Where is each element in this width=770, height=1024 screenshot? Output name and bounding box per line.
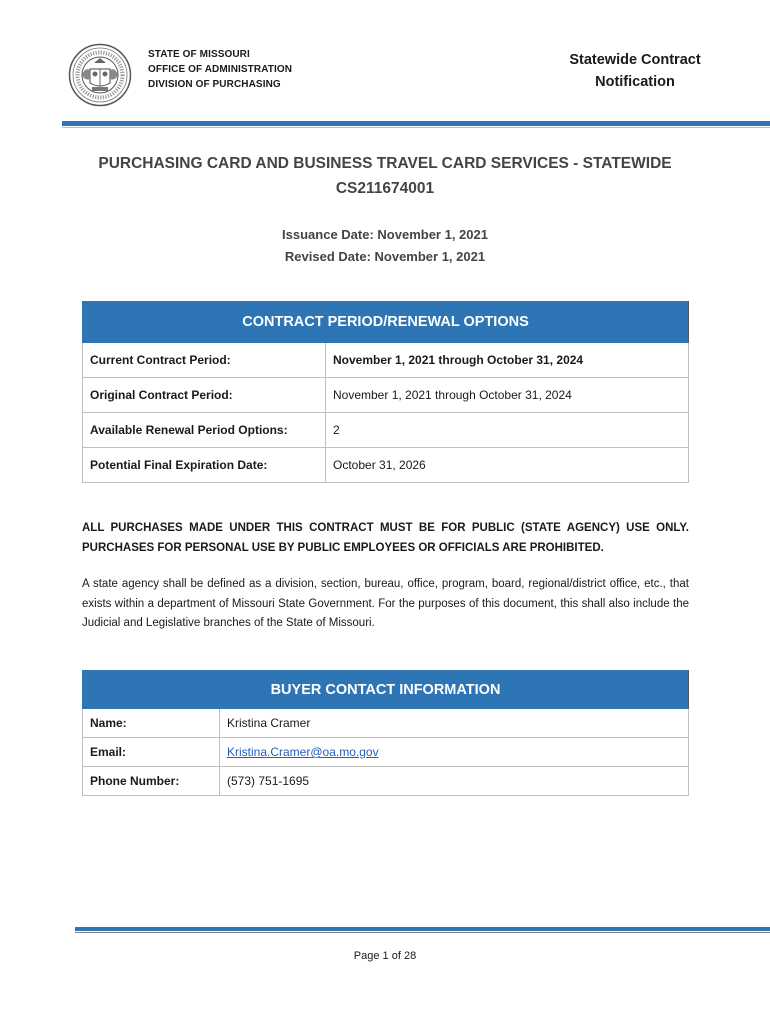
header-divider-thin	[62, 127, 770, 128]
buyer-name-label: Name:	[83, 709, 220, 738]
notification-type-line2: Notification	[595, 74, 675, 90]
table-row	[83, 738, 689, 767]
buyer-email-cell	[220, 738, 689, 767]
buyer-contact-table	[82, 670, 689, 796]
public-use-notice: ALL PURCHASES MADE UNDER THIS CONTRACT MUST BE FOR PUBLIC (STATE AGENCY) USE ONLY. PURCHASES FOR PERSONAL USE BY PUBLIC EMPLOYEES OR OFFICIALS ARE PROHIBITED.	[82, 522, 689, 554]
table-row	[83, 343, 689, 378]
revised-date: Revised Date: November 1, 2021	[284, 249, 486, 264]
buyer-name-value: Kristina Cramer	[220, 709, 689, 738]
renewal-options-label: Available Renewal Period Options:	[83, 413, 326, 448]
notification-type-line1: Statewide Contract	[569, 52, 701, 68]
document-title	[60, 151, 710, 201]
state-agency-definition: A state agency shall be defined as a division, section, bureau, office, program, board, regional/district office, etc., that exists within a department of Missouri State Government. For the purposes of this document, this shall also include the Judicial and Legislative branches of the State of Missouri.	[82, 578, 689, 629]
final-expiration-value: October 31, 2026	[326, 448, 689, 483]
buyer-email-link[interactable]: Kristina.Cramer@oa.mo.gov	[227, 745, 379, 759]
page-number: Page 1 of 28	[353, 950, 417, 962]
agency-line-division: DIVISION OF PURCHASING	[148, 79, 281, 90]
table-row	[83, 709, 689, 738]
footer-divider	[75, 927, 770, 931]
contract-period-table	[82, 301, 689, 483]
header-divider	[62, 121, 770, 126]
final-expiration-label: Potential Final Expiration Date:	[83, 448, 326, 483]
buyer-phone-label: Phone Number:	[83, 767, 220, 796]
footer-divider-thin	[75, 932, 770, 933]
agency-line-office: OFFICE OF ADMINISTRATION	[148, 64, 293, 75]
agency-name-block	[148, 47, 292, 92]
contract-period-heading: CONTRACT PERIOD/RENEWAL OPTIONS	[83, 302, 689, 343]
buyer-email-label: Email:	[83, 738, 220, 767]
current-period-value: November 1, 2021 through October 31, 2024	[326, 343, 689, 378]
missouri-state-seal-icon	[68, 43, 132, 107]
renewal-options-value: 2	[326, 413, 689, 448]
table-row	[83, 413, 689, 448]
table-row	[83, 448, 689, 483]
contract-title: PURCHASING CARD AND BUSINESS TRAVEL CARD SERVICES - STATEWIDE	[98, 155, 672, 172]
buyer-contact-heading: BUYER CONTACT INFORMATION	[83, 671, 689, 709]
agency-line-state: STATE OF MISSOURI	[148, 49, 250, 60]
table-row	[83, 767, 689, 796]
original-period-label: Original Contract Period:	[83, 378, 326, 413]
issuance-date: Issuance Date: November 1, 2021	[282, 227, 488, 242]
current-period-label: Current Contract Period:	[83, 343, 326, 378]
contract-number: CS211674001	[335, 180, 435, 197]
buyer-phone-value: (573) 751-1695	[220, 767, 689, 796]
table-row	[83, 378, 689, 413]
notification-type	[555, 49, 715, 93]
document-dates	[60, 224, 710, 268]
original-period-value: November 1, 2021 through October 31, 2024	[326, 378, 689, 413]
